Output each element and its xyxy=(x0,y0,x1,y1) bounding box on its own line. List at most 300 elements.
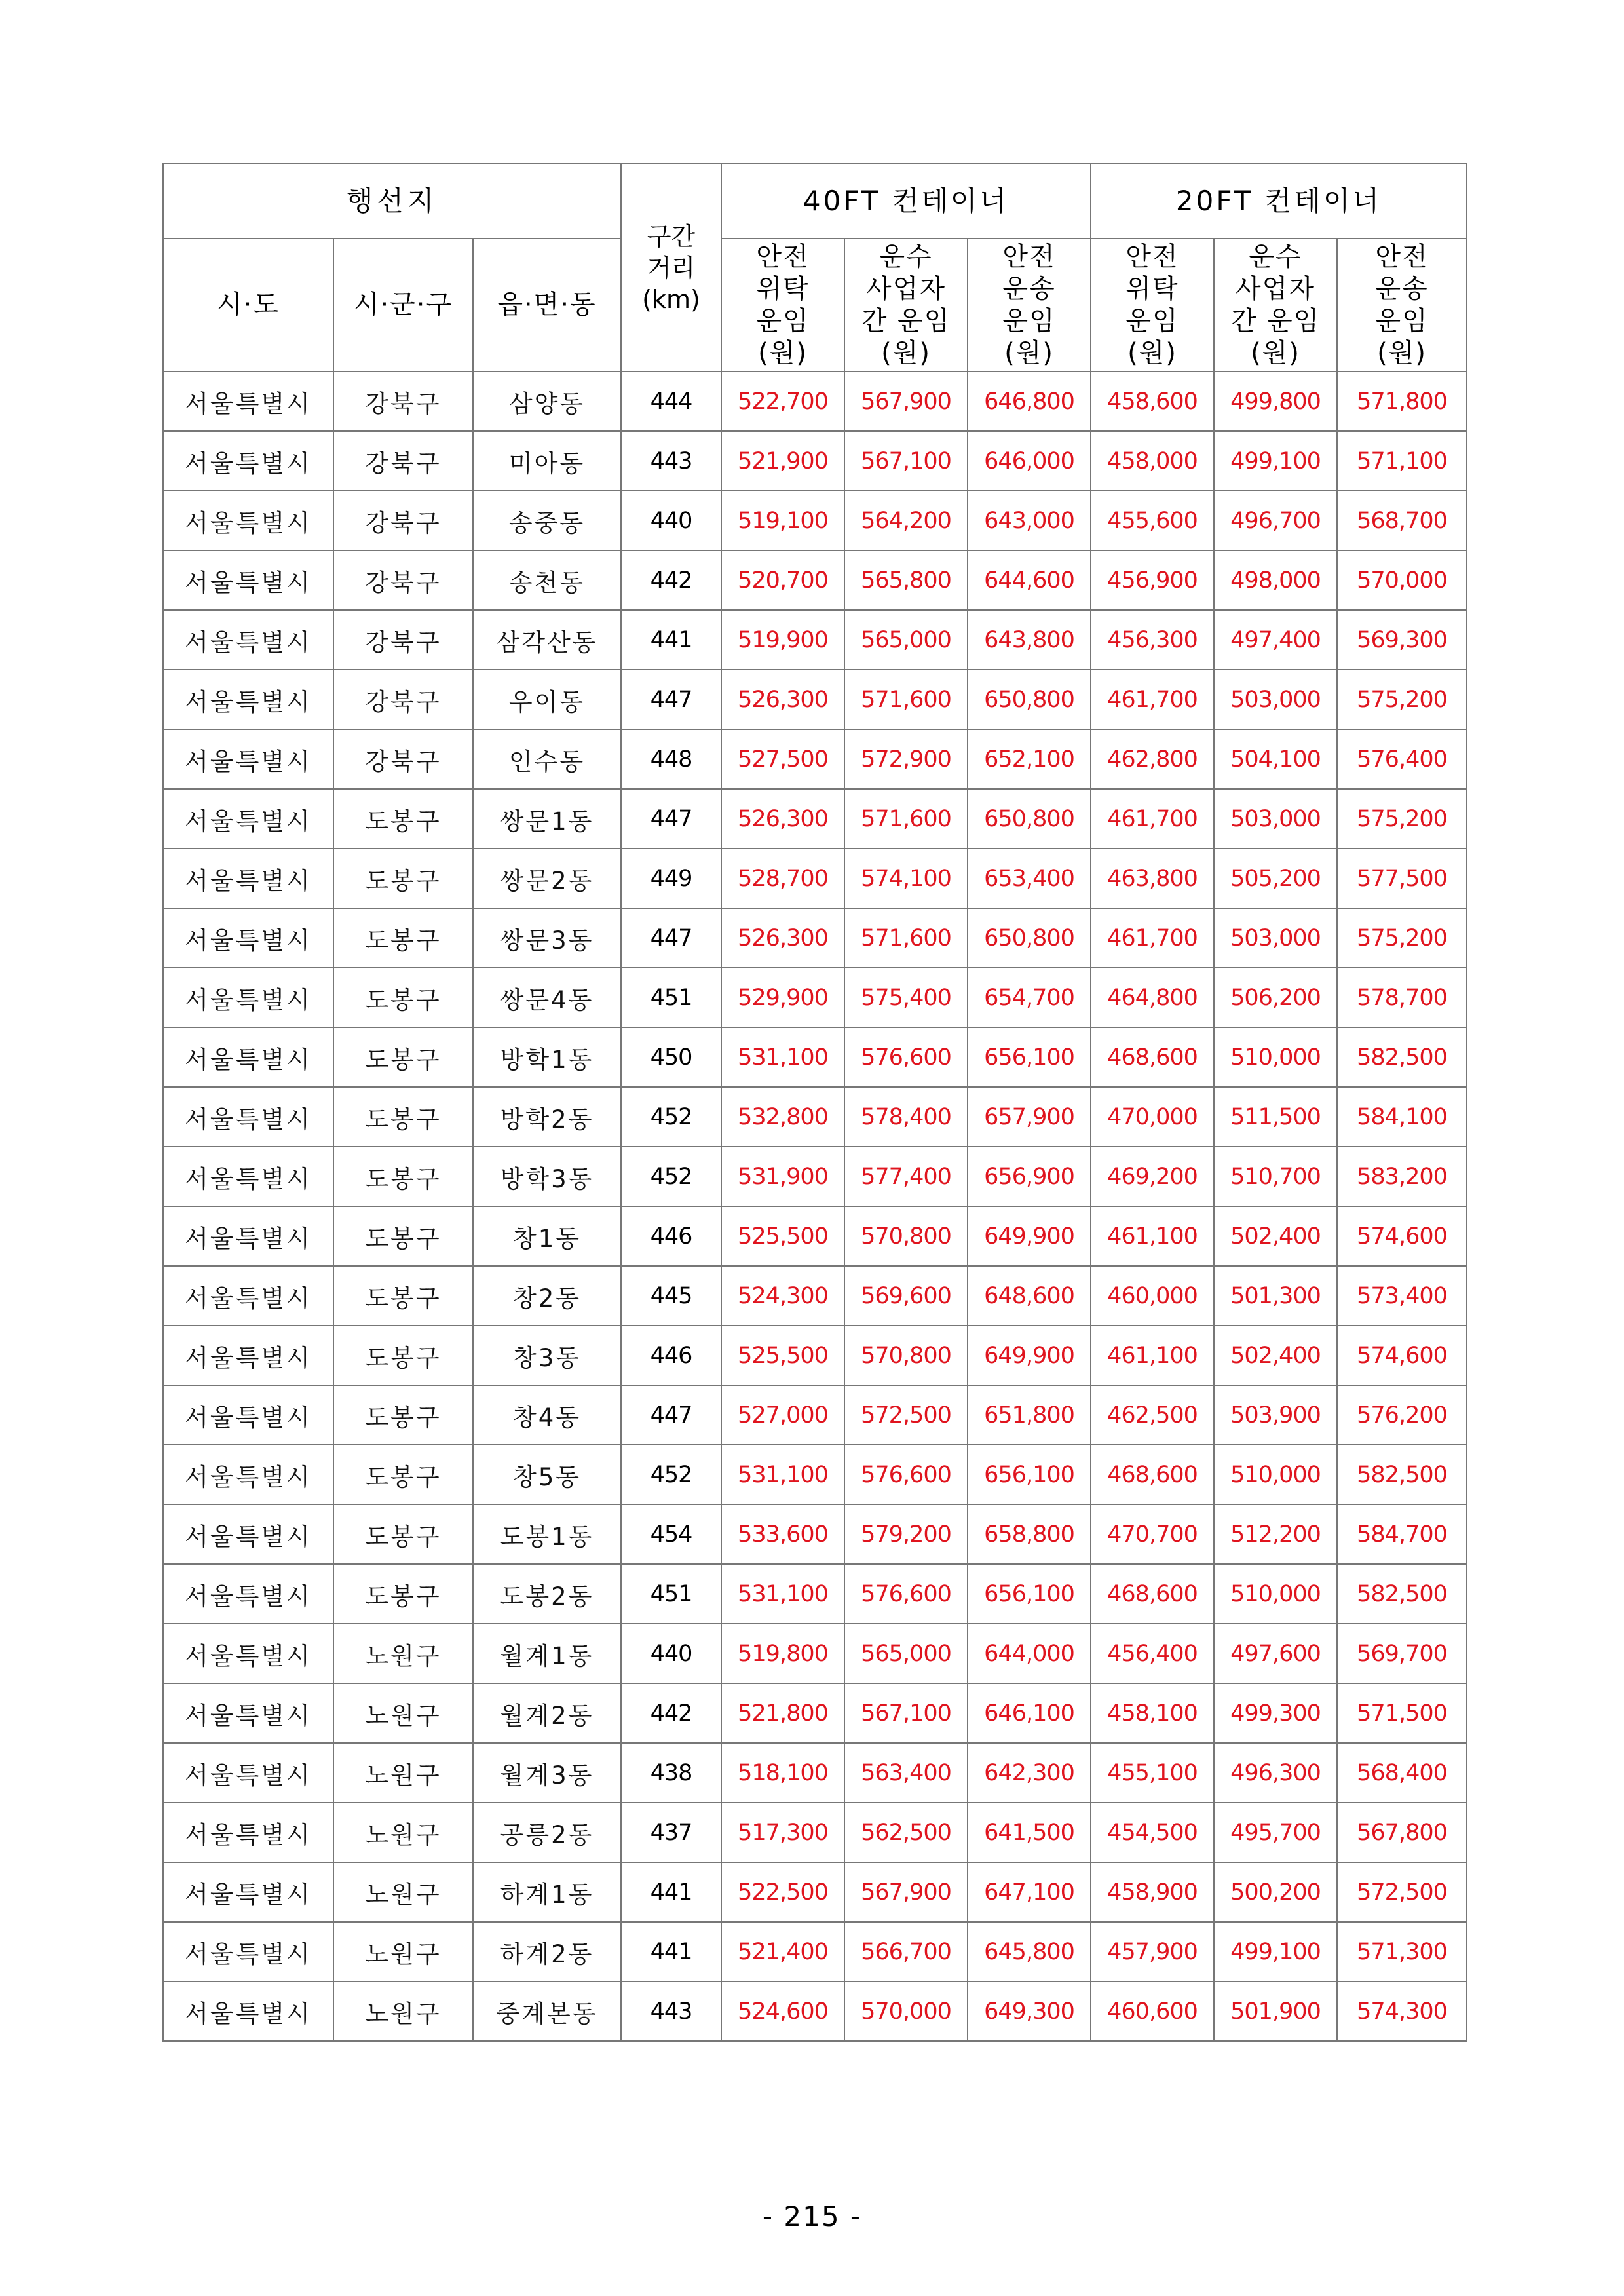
rate-20ft-transport-cell: 571,100 xyxy=(1337,431,1467,491)
table-row xyxy=(163,550,1467,610)
table-row xyxy=(163,968,1467,1027)
rate-20ft-transport-cell: 573,400 xyxy=(1337,1266,1467,1326)
table-row xyxy=(163,1027,1467,1087)
neighborhood-cell: 삼양동 xyxy=(473,372,621,431)
table-row xyxy=(163,491,1467,550)
rate-column-header-line: 운임 xyxy=(756,305,810,336)
neighborhood-cell: 쌍문4동 xyxy=(473,968,621,1027)
rate-20ft-carrier-cell: 504,100 xyxy=(1214,729,1337,789)
table-row xyxy=(163,1683,1467,1743)
district-cell: 도봉구 xyxy=(333,1087,473,1147)
province-cell: 서울특별시 xyxy=(163,1027,333,1087)
neighborhood-cell: 송천동 xyxy=(473,550,621,610)
province-cell: 서울특별시 xyxy=(163,1206,333,1266)
rate-40ft-transport-cell: 656,900 xyxy=(968,1147,1091,1206)
rate-40ft-consignment-cell: 518,100 xyxy=(721,1743,844,1803)
group-40ft-header: 40FT 컨테이너 xyxy=(721,164,1091,239)
rate-20ft-transport-cell: 582,500 xyxy=(1337,1445,1467,1504)
rate-20ft-transport-cell: 575,200 xyxy=(1337,670,1467,729)
rate-40ft-carrier-cell: 577,400 xyxy=(844,1147,968,1206)
rate-40ft-transport-cell: 641,500 xyxy=(968,1803,1091,1862)
rate-40ft-consignment-cell: 522,700 xyxy=(721,372,844,431)
district-cell: 노원구 xyxy=(333,1683,473,1743)
rate-20ft-transport-cell: 569,300 xyxy=(1337,610,1467,670)
rate-40ft-consignment-cell: 527,000 xyxy=(721,1385,844,1445)
rate-40ft-transport-cell: 651,800 xyxy=(968,1385,1091,1445)
distance-cell: 452 xyxy=(621,1087,721,1147)
neighborhood-cell: 쌍문2동 xyxy=(473,849,621,908)
rate-40ft-transport-cell: 646,800 xyxy=(968,372,1091,431)
neighborhood-cell: 하계1동 xyxy=(473,1862,621,1922)
rate-column-header-line: 안전 xyxy=(1125,241,1179,272)
province-cell: 서울특별시 xyxy=(163,610,333,670)
rate-40ft-transport-cell: 656,100 xyxy=(968,1027,1091,1087)
rate-40ft-transport-cell: 643,000 xyxy=(968,491,1091,550)
neighborhood-cell: 공릉2동 xyxy=(473,1803,621,1862)
table-row xyxy=(163,610,1467,670)
district-cell: 강북구 xyxy=(333,550,473,610)
rate-20ft-consignment-cell: 461,700 xyxy=(1091,670,1214,729)
rate-20ft-consignment-cell: 458,100 xyxy=(1091,1683,1214,1743)
rate-40ft-carrier-cell: 567,100 xyxy=(844,1683,968,1743)
rate-20ft-carrier-cell: 512,200 xyxy=(1214,1504,1337,1564)
rate-20ft-transport-cell: 583,200 xyxy=(1337,1147,1467,1206)
neighborhood-cell: 방학3동 xyxy=(473,1147,621,1206)
rate-20ft-consignment-cell: 458,900 xyxy=(1091,1862,1214,1922)
rate-40ft-consignment-cell: 533,600 xyxy=(721,1504,844,1564)
rate-20ft-consignment-cell: 462,800 xyxy=(1091,729,1214,789)
rate-20ft-consignment-cell: 461,700 xyxy=(1091,908,1214,968)
district-cell: 노원구 xyxy=(333,1624,473,1683)
neighborhood-cell: 중계본동 xyxy=(473,1981,621,2041)
rate-20ft-consignment-cell: 461,700 xyxy=(1091,789,1214,849)
rate-20ft-consignment-cell: 461,100 xyxy=(1091,1206,1214,1266)
rate-column-header-line: (원) xyxy=(1251,337,1300,368)
rate-20ft-transport-cell: 582,500 xyxy=(1337,1027,1467,1087)
rate-column-header-line: 운임 xyxy=(1125,305,1179,336)
table-row xyxy=(163,849,1467,908)
rate-20ft-transport-cell: 568,700 xyxy=(1337,491,1467,550)
neighborhood-cell: 삼각산동 xyxy=(473,610,621,670)
rate-column-header xyxy=(844,239,968,372)
district-cell: 강북구 xyxy=(333,729,473,789)
province-cell: 서울특별시 xyxy=(163,1981,333,2041)
freight-rate-table xyxy=(162,163,1467,2042)
distance-header-line: (km) xyxy=(642,284,700,314)
rate-40ft-consignment-cell: 525,500 xyxy=(721,1206,844,1266)
rate-40ft-carrier-cell: 576,600 xyxy=(844,1445,968,1504)
rate-20ft-consignment-cell: 464,800 xyxy=(1091,968,1214,1027)
rate-40ft-transport-cell: 658,800 xyxy=(968,1504,1091,1564)
distance-cell: 443 xyxy=(621,1981,721,2041)
rate-40ft-consignment-cell: 519,800 xyxy=(721,1624,844,1683)
table-row xyxy=(163,729,1467,789)
neighborhood-cell: 인수동 xyxy=(473,729,621,789)
table-row xyxy=(163,1326,1467,1385)
rate-40ft-carrier-cell: 575,400 xyxy=(844,968,968,1027)
rate-column-header xyxy=(1337,239,1467,372)
rate-40ft-transport-cell: 644,600 xyxy=(968,550,1091,610)
rate-40ft-carrier-cell: 566,700 xyxy=(844,1922,968,1981)
table-row xyxy=(163,1385,1467,1445)
rate-20ft-consignment-cell: 470,700 xyxy=(1091,1504,1214,1564)
distance-cell: 437 xyxy=(621,1803,721,1862)
rate-column-header-line: (원) xyxy=(1004,337,1054,368)
rate-40ft-consignment-cell: 532,800 xyxy=(721,1087,844,1147)
rate-20ft-carrier-cell: 505,200 xyxy=(1214,849,1337,908)
rate-20ft-consignment-cell: 461,100 xyxy=(1091,1326,1214,1385)
distance-cell: 450 xyxy=(621,1027,721,1087)
distance-cell: 447 xyxy=(621,908,721,968)
rate-column-header-line: 운수 xyxy=(879,241,933,272)
rate-20ft-carrier-cell: 497,600 xyxy=(1214,1624,1337,1683)
distance-cell: 440 xyxy=(621,491,721,550)
rate-20ft-transport-cell: 575,200 xyxy=(1337,908,1467,968)
province-cell: 서울특별시 xyxy=(163,1504,333,1564)
rate-40ft-consignment-cell: 528,700 xyxy=(721,849,844,908)
rate-20ft-transport-cell: 571,800 xyxy=(1337,372,1467,431)
rate-20ft-carrier-cell: 499,300 xyxy=(1214,1683,1337,1743)
rate-40ft-consignment-cell: 531,100 xyxy=(721,1027,844,1087)
rate-20ft-carrier-cell: 506,200 xyxy=(1214,968,1337,1027)
rate-40ft-carrier-cell: 567,100 xyxy=(844,431,968,491)
rate-20ft-carrier-cell: 510,700 xyxy=(1214,1147,1337,1206)
distance-cell: 441 xyxy=(621,1922,721,1981)
district-cell: 도봉구 xyxy=(333,849,473,908)
rate-40ft-consignment-cell: 524,600 xyxy=(721,1981,844,2041)
rate-40ft-consignment-cell: 531,100 xyxy=(721,1564,844,1624)
page-number: - 215 - xyxy=(762,2200,862,2232)
rate-40ft-consignment-cell: 521,400 xyxy=(721,1922,844,1981)
district-cell: 강북구 xyxy=(333,431,473,491)
rate-20ft-consignment-cell: 456,300 xyxy=(1091,610,1214,670)
province-cell: 서울특별시 xyxy=(163,1385,333,1445)
neighborhood-cell: 쌍문3동 xyxy=(473,908,621,968)
rate-20ft-transport-cell: 569,700 xyxy=(1337,1624,1467,1683)
neighborhood-cell: 창3동 xyxy=(473,1326,621,1385)
rate-20ft-transport-cell: 578,700 xyxy=(1337,968,1467,1027)
rate-column-header xyxy=(721,239,844,372)
province-cell: 서울특별시 xyxy=(163,431,333,491)
table-row xyxy=(163,1147,1467,1206)
table-row xyxy=(163,670,1467,729)
rate-20ft-consignment-cell: 458,600 xyxy=(1091,372,1214,431)
rate-20ft-carrier-cell: 499,100 xyxy=(1214,1922,1337,1981)
rate-20ft-consignment-cell: 468,600 xyxy=(1091,1445,1214,1504)
district-cell: 도봉구 xyxy=(333,968,473,1027)
rate-40ft-carrier-cell: 562,500 xyxy=(844,1803,968,1862)
rate-20ft-consignment-cell: 462,500 xyxy=(1091,1385,1214,1445)
rate-40ft-consignment-cell: 529,900 xyxy=(721,968,844,1027)
neighborhood-cell: 창5동 xyxy=(473,1445,621,1504)
distance-cell: 441 xyxy=(621,1862,721,1922)
table-header xyxy=(163,164,1467,372)
rate-40ft-carrier-cell: 576,600 xyxy=(844,1564,968,1624)
rate-20ft-consignment-cell: 457,900 xyxy=(1091,1922,1214,1981)
distance-cell: 443 xyxy=(621,431,721,491)
province-cell: 서울특별시 xyxy=(163,789,333,849)
neighborhood-cell: 창2동 xyxy=(473,1266,621,1326)
rate-20ft-carrier-cell: 510,000 xyxy=(1214,1564,1337,1624)
rate-20ft-carrier-cell: 495,700 xyxy=(1214,1803,1337,1862)
table-row xyxy=(163,431,1467,491)
rate-20ft-transport-cell: 576,400 xyxy=(1337,729,1467,789)
rate-column-header-line: 사업자 xyxy=(1236,273,1315,304)
rate-20ft-transport-cell: 572,500 xyxy=(1337,1862,1467,1922)
distance-cell: 446 xyxy=(621,1326,721,1385)
distance-cell: 438 xyxy=(621,1743,721,1803)
rate-40ft-carrier-cell: 570,800 xyxy=(844,1326,968,1385)
rate-40ft-consignment-cell: 526,300 xyxy=(721,670,844,729)
rate-20ft-carrier-cell: 503,900 xyxy=(1214,1385,1337,1445)
rate-20ft-consignment-cell: 458,000 xyxy=(1091,431,1214,491)
distance-header-line: 거리 xyxy=(647,253,696,282)
district-cell: 강북구 xyxy=(333,610,473,670)
rate-column-header-line: 운수 xyxy=(1249,241,1302,272)
rate-column-header xyxy=(1214,239,1337,372)
table-row xyxy=(163,1624,1467,1683)
neighborhood-cell: 송중동 xyxy=(473,491,621,550)
table-row xyxy=(163,908,1467,968)
table-row xyxy=(163,1743,1467,1803)
district-cell: 강북구 xyxy=(333,670,473,729)
table-row xyxy=(163,1504,1467,1564)
rate-20ft-carrier-cell: 496,700 xyxy=(1214,491,1337,550)
neighborhood-cell: 창4동 xyxy=(473,1385,621,1445)
rate-20ft-consignment-cell: 470,000 xyxy=(1091,1087,1214,1147)
neighborhood-cell: 미아동 xyxy=(473,431,621,491)
district-cell: 도봉구 xyxy=(333,1206,473,1266)
rate-20ft-transport-cell: 571,300 xyxy=(1337,1922,1467,1981)
rate-40ft-transport-cell: 656,100 xyxy=(968,1564,1091,1624)
province-cell: 서울특별시 xyxy=(163,1683,333,1743)
rate-40ft-consignment-cell: 522,500 xyxy=(721,1862,844,1922)
rate-20ft-transport-cell: 574,600 xyxy=(1337,1326,1467,1385)
rate-20ft-carrier-cell: 501,300 xyxy=(1214,1266,1337,1326)
rate-column-header-line: 간 운임 xyxy=(861,305,951,336)
distance-cell: 444 xyxy=(621,372,721,431)
rate-40ft-carrier-cell: 567,900 xyxy=(844,372,968,431)
table-row xyxy=(163,1564,1467,1624)
rate-20ft-carrier-cell: 503,000 xyxy=(1214,908,1337,968)
province-cell: 서울특별시 xyxy=(163,491,333,550)
rate-40ft-transport-cell: 657,900 xyxy=(968,1087,1091,1147)
rate-40ft-transport-cell: 650,800 xyxy=(968,670,1091,729)
rate-column-header-line: (원) xyxy=(881,337,931,368)
rate-40ft-transport-cell: 649,300 xyxy=(968,1981,1091,2041)
rate-40ft-consignment-cell: 524,300 xyxy=(721,1266,844,1326)
rate-20ft-consignment-cell: 456,900 xyxy=(1091,550,1214,610)
distance-header xyxy=(621,164,721,372)
district-cell: 도봉구 xyxy=(333,1266,473,1326)
rate-40ft-carrier-cell: 574,100 xyxy=(844,849,968,908)
rate-column-header-line: 위탁 xyxy=(756,273,810,304)
province-cell: 서울특별시 xyxy=(163,1922,333,1981)
rate-column-header xyxy=(968,239,1091,372)
rate-40ft-consignment-cell: 521,900 xyxy=(721,431,844,491)
rate-20ft-carrier-cell: 500,200 xyxy=(1214,1862,1337,1922)
distance-cell: 441 xyxy=(621,610,721,670)
rate-40ft-carrier-cell: 572,900 xyxy=(844,729,968,789)
neighborhood-cell: 도봉1동 xyxy=(473,1504,621,1564)
rate-40ft-carrier-cell: 571,600 xyxy=(844,789,968,849)
rate-40ft-carrier-cell: 563,400 xyxy=(844,1743,968,1803)
rate-40ft-carrier-cell: 567,900 xyxy=(844,1862,968,1922)
rate-40ft-transport-cell: 644,000 xyxy=(968,1624,1091,1683)
table-row xyxy=(163,1803,1467,1862)
rate-40ft-transport-cell: 656,100 xyxy=(968,1445,1091,1504)
distance-cell: 447 xyxy=(621,789,721,849)
rate-40ft-carrier-cell: 571,600 xyxy=(844,908,968,968)
rate-40ft-transport-cell: 646,000 xyxy=(968,431,1091,491)
province-cell: 서울특별시 xyxy=(163,1147,333,1206)
table-row xyxy=(163,1206,1467,1266)
district-cell: 도봉구 xyxy=(333,1504,473,1564)
rate-20ft-consignment-cell: 463,800 xyxy=(1091,849,1214,908)
table-row xyxy=(163,1922,1467,1981)
rate-20ft-carrier-cell: 502,400 xyxy=(1214,1206,1337,1266)
rate-column-header-line: 운임 xyxy=(1002,305,1056,336)
province-cell: 서울특별시 xyxy=(163,1326,333,1385)
distance-cell: 451 xyxy=(621,1564,721,1624)
rate-20ft-transport-cell: 570,000 xyxy=(1337,550,1467,610)
rate-20ft-transport-cell: 574,600 xyxy=(1337,1206,1467,1266)
rate-40ft-consignment-cell: 525,500 xyxy=(721,1326,844,1385)
rate-20ft-consignment-cell: 456,400 xyxy=(1091,1624,1214,1683)
neighborhood-cell: 도봉2동 xyxy=(473,1564,621,1624)
district-cell: 도봉구 xyxy=(333,1326,473,1385)
rate-40ft-transport-cell: 643,800 xyxy=(968,610,1091,670)
rate-40ft-consignment-cell: 531,900 xyxy=(721,1147,844,1206)
rate-20ft-transport-cell: 571,500 xyxy=(1337,1683,1467,1743)
distance-cell: 449 xyxy=(621,849,721,908)
district-cell: 도봉구 xyxy=(333,1027,473,1087)
rate-20ft-carrier-cell: 499,800 xyxy=(1214,372,1337,431)
rate-40ft-transport-cell: 646,100 xyxy=(968,1683,1091,1743)
table-row xyxy=(163,372,1467,431)
rate-40ft-consignment-cell: 526,300 xyxy=(721,908,844,968)
rate-40ft-carrier-cell: 576,600 xyxy=(844,1027,968,1087)
province-cell: 서울특별시 xyxy=(163,550,333,610)
table-body xyxy=(163,372,1467,2041)
rate-40ft-transport-cell: 650,800 xyxy=(968,789,1091,849)
district-cell: 도봉구 xyxy=(333,789,473,849)
province-cell: 서울특별시 xyxy=(163,1266,333,1326)
table-row xyxy=(163,1862,1467,1922)
table-row xyxy=(163,1445,1467,1504)
district-cell: 도봉구 xyxy=(333,1147,473,1206)
neighborhood-cell: 방학1동 xyxy=(473,1027,621,1087)
neighborhood-cell: 쌍문1동 xyxy=(473,789,621,849)
rate-column-header-line: 운송 xyxy=(1375,273,1429,304)
province-cell: 서울특별시 xyxy=(163,849,333,908)
rate-column-header xyxy=(1091,239,1214,372)
district-cell: 강북구 xyxy=(333,491,473,550)
rate-20ft-carrier-cell: 502,400 xyxy=(1214,1326,1337,1385)
rate-20ft-carrier-cell: 503,000 xyxy=(1214,670,1337,729)
distance-header-line: 구간 xyxy=(647,221,696,251)
rate-column-header-line: 안전 xyxy=(756,241,810,272)
rate-20ft-consignment-cell: 455,600 xyxy=(1091,491,1214,550)
district-cell: 강북구 xyxy=(333,372,473,431)
rate-20ft-carrier-cell: 503,000 xyxy=(1214,789,1337,849)
rate-column-header-line: (원) xyxy=(758,337,808,368)
neighborhood-cell: 월계1동 xyxy=(473,1624,621,1683)
rate-20ft-carrier-cell: 499,100 xyxy=(1214,431,1337,491)
district-header: 시·군·구 xyxy=(333,239,473,372)
distance-cell: 440 xyxy=(621,1624,721,1683)
province-header: 시·도 xyxy=(163,239,333,372)
rate-20ft-transport-cell: 574,300 xyxy=(1337,1981,1467,2041)
rate-20ft-carrier-cell: 498,000 xyxy=(1214,550,1337,610)
rate-40ft-transport-cell: 648,600 xyxy=(968,1266,1091,1326)
rate-20ft-consignment-cell: 454,500 xyxy=(1091,1803,1214,1862)
province-cell: 서울특별시 xyxy=(163,1862,333,1922)
district-cell: 도봉구 xyxy=(333,1445,473,1504)
rate-20ft-carrier-cell: 501,900 xyxy=(1214,1981,1337,2041)
rate-40ft-transport-cell: 647,100 xyxy=(968,1862,1091,1922)
rate-20ft-transport-cell: 568,400 xyxy=(1337,1743,1467,1803)
distance-cell: 454 xyxy=(621,1504,721,1564)
neighborhood-cell: 월계3동 xyxy=(473,1743,621,1803)
group-20ft-header: 20FT 컨테이너 xyxy=(1091,164,1467,239)
rate-40ft-carrier-cell: 572,500 xyxy=(844,1385,968,1445)
rate-20ft-transport-cell: 576,200 xyxy=(1337,1385,1467,1445)
rate-40ft-transport-cell: 645,800 xyxy=(968,1922,1091,1981)
rate-40ft-consignment-cell: 519,900 xyxy=(721,610,844,670)
province-cell: 서울특별시 xyxy=(163,1743,333,1803)
rate-40ft-consignment-cell: 520,700 xyxy=(721,550,844,610)
distance-cell: 445 xyxy=(621,1266,721,1326)
rate-40ft-transport-cell: 649,900 xyxy=(968,1326,1091,1385)
province-cell: 서울특별시 xyxy=(163,1624,333,1683)
rate-20ft-consignment-cell: 460,600 xyxy=(1091,1981,1214,2041)
district-cell: 노원구 xyxy=(333,1922,473,1981)
distance-cell: 442 xyxy=(621,1683,721,1743)
rate-column-header-line: 안전 xyxy=(1375,241,1429,272)
rate-40ft-consignment-cell: 519,100 xyxy=(721,491,844,550)
rate-20ft-consignment-cell: 460,000 xyxy=(1091,1266,1214,1326)
district-cell: 노원구 xyxy=(333,1981,473,2041)
district-cell: 노원구 xyxy=(333,1803,473,1862)
province-cell: 서울특별시 xyxy=(163,670,333,729)
neighborhood-cell: 하계2동 xyxy=(473,1922,621,1981)
rate-40ft-carrier-cell: 565,000 xyxy=(844,610,968,670)
rate-40ft-consignment-cell: 526,300 xyxy=(721,789,844,849)
rate-20ft-transport-cell: 584,700 xyxy=(1337,1504,1467,1564)
rate-40ft-carrier-cell: 564,200 xyxy=(844,491,968,550)
distance-cell: 448 xyxy=(621,729,721,789)
district-cell: 도봉구 xyxy=(333,908,473,968)
district-cell: 노원구 xyxy=(333,1862,473,1922)
neighborhood-cell: 방학2동 xyxy=(473,1087,621,1147)
rate-column-header-line: (원) xyxy=(1127,337,1177,368)
neighborhood-cell: 우이동 xyxy=(473,670,621,729)
province-cell: 서울특별시 xyxy=(163,372,333,431)
rate-column-header-line: 안전 xyxy=(1002,241,1056,272)
rate-20ft-consignment-cell: 468,600 xyxy=(1091,1564,1214,1624)
distance-cell: 452 xyxy=(621,1445,721,1504)
rate-20ft-carrier-cell: 497,400 xyxy=(1214,610,1337,670)
rate-40ft-carrier-cell: 570,800 xyxy=(844,1206,968,1266)
province-cell: 서울특별시 xyxy=(163,968,333,1027)
rate-40ft-carrier-cell: 571,600 xyxy=(844,670,968,729)
table-row xyxy=(163,789,1467,849)
rate-column-header-line: 위탁 xyxy=(1125,273,1179,304)
province-cell: 서울특별시 xyxy=(163,1564,333,1624)
rate-20ft-consignment-cell: 468,600 xyxy=(1091,1027,1214,1087)
distance-cell: 447 xyxy=(621,1385,721,1445)
